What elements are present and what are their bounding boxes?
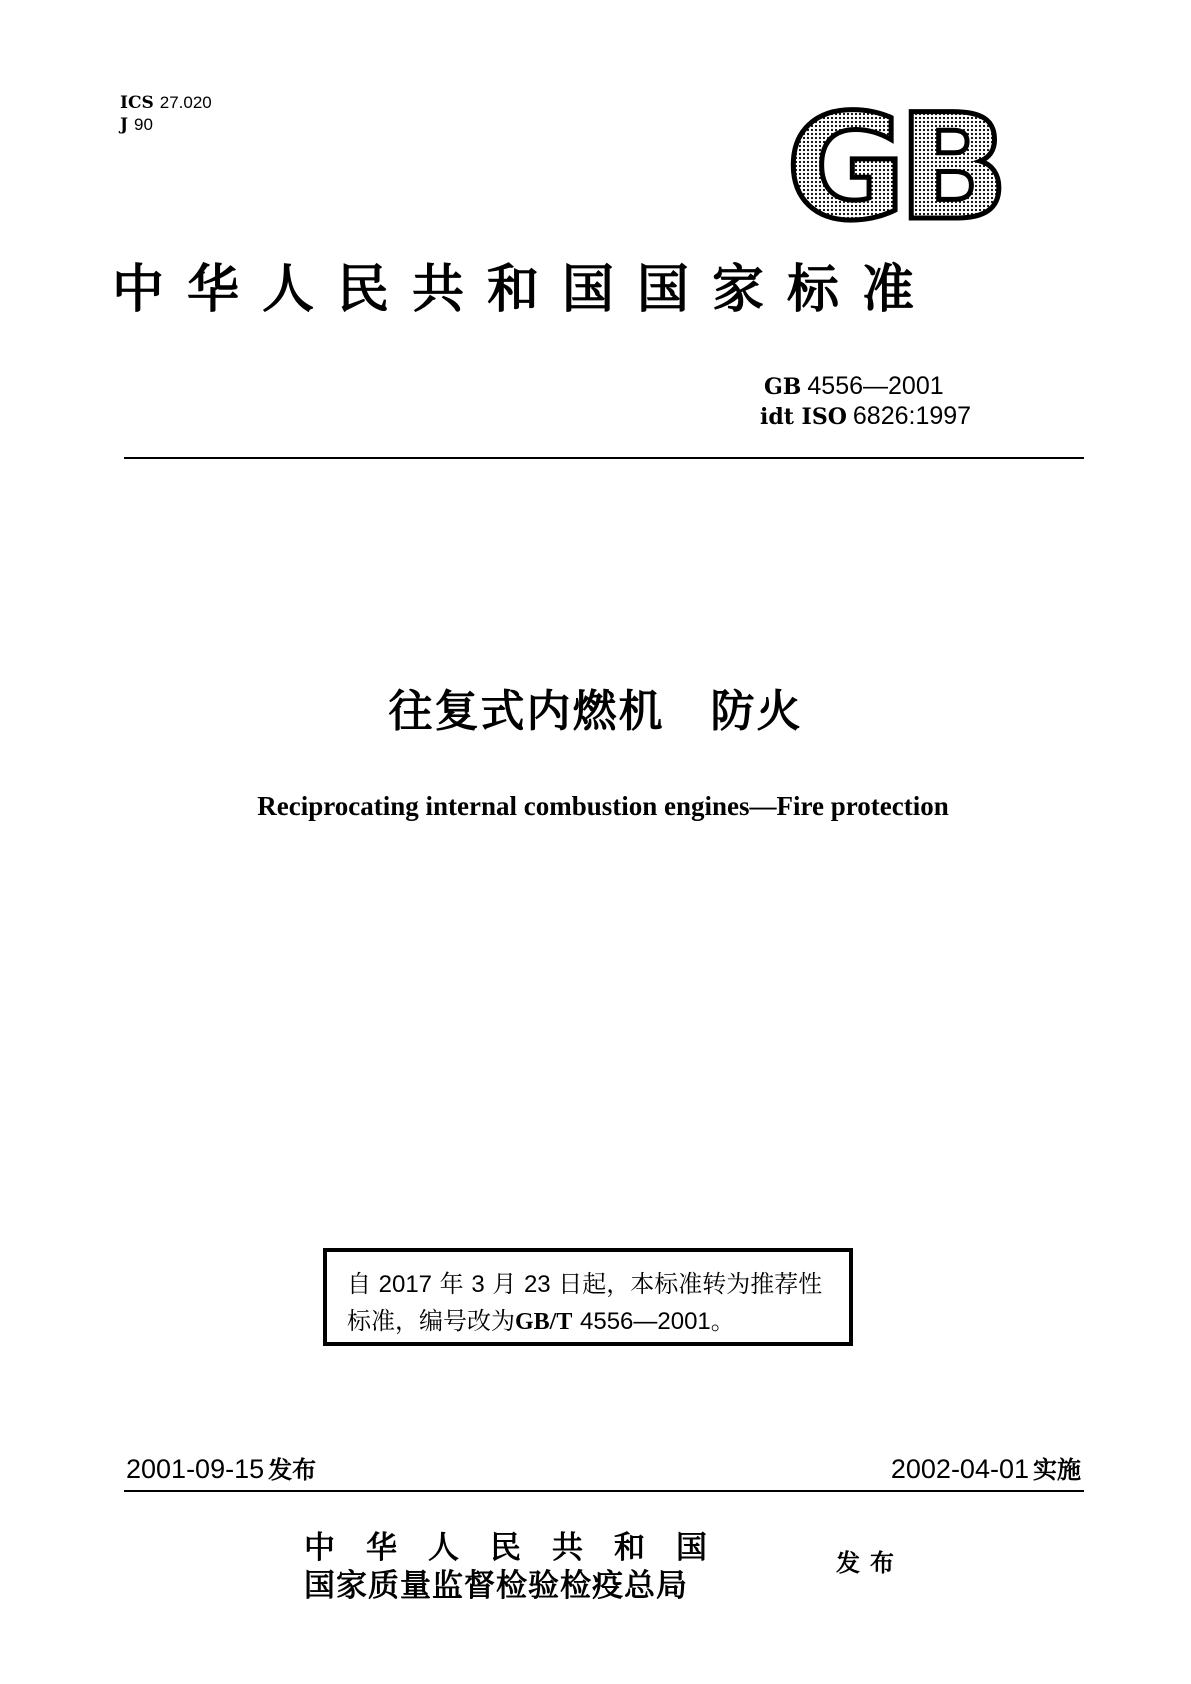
publisher-action: 发布 <box>836 1549 904 1577</box>
footer-divider <box>124 1490 1084 1492</box>
classification-codes <box>120 92 212 136</box>
notice-year: 2017 <box>378 1271 433 1298</box>
issue-date-block <box>126 1452 316 1487</box>
issue-date: 2001-09-15 <box>126 1454 265 1484</box>
implementation-label: 实施 <box>1033 1456 1081 1484</box>
ics-code-line <box>120 92 212 114</box>
standard-number-line <box>764 372 971 402</box>
implementation-date-block <box>891 1452 1081 1487</box>
notice-line-2 <box>347 1303 831 1340</box>
idt-label: idt ISO <box>760 404 847 430</box>
notice-code: GB/T <box>515 1309 573 1335</box>
english-title: Reciprocating internal combustion engines—Fire protection <box>257 791 949 821</box>
idt-number: 6826:1997 <box>852 402 972 430</box>
gb-logo-text: GB <box>786 104 1002 228</box>
notice-text: 自 <box>347 1270 371 1298</box>
notice-text: 日起，本标准转为推荐性 <box>558 1270 823 1298</box>
ccs-code: 90 <box>134 115 153 134</box>
notice-line-1 <box>347 1266 831 1303</box>
notice-text: 月 <box>492 1270 517 1298</box>
notice-text: 年 <box>439 1270 464 1298</box>
notice-text: 。 <box>710 1307 735 1335</box>
chinese-title: 往复式内燃机 防火 <box>388 686 803 737</box>
standard-prefix: GB <box>764 374 802 400</box>
idt-line <box>760 402 971 432</box>
publisher-line-1: 中华人民共和国 <box>304 1530 738 1566</box>
national-standard-title: 中华人民共和国国家标准 <box>112 260 938 320</box>
gb-logo <box>786 104 1016 228</box>
notice-number: 4556—2001 <box>580 1308 711 1335</box>
notice-text: 标准，编号改为 <box>347 1307 515 1335</box>
publisher-line-2: 国家质量监督检验检疫总局 <box>304 1568 688 1604</box>
standard-number-block <box>760 372 972 432</box>
ics-label: ICS <box>120 93 154 113</box>
status-notice-box <box>323 1248 853 1346</box>
implementation-date: 2002-04-01 <box>890 1454 1029 1484</box>
ccs-label: J <box>120 115 129 135</box>
ics-code: 27.020 <box>159 93 212 112</box>
ccs-code-line <box>120 114 212 136</box>
issue-label: 发布 <box>268 1456 317 1484</box>
standard-number: 4556—2001 <box>807 372 944 400</box>
notice-month: 3 <box>471 1271 485 1298</box>
notice-day: 23 <box>523 1271 551 1298</box>
header-divider <box>124 457 1084 459</box>
